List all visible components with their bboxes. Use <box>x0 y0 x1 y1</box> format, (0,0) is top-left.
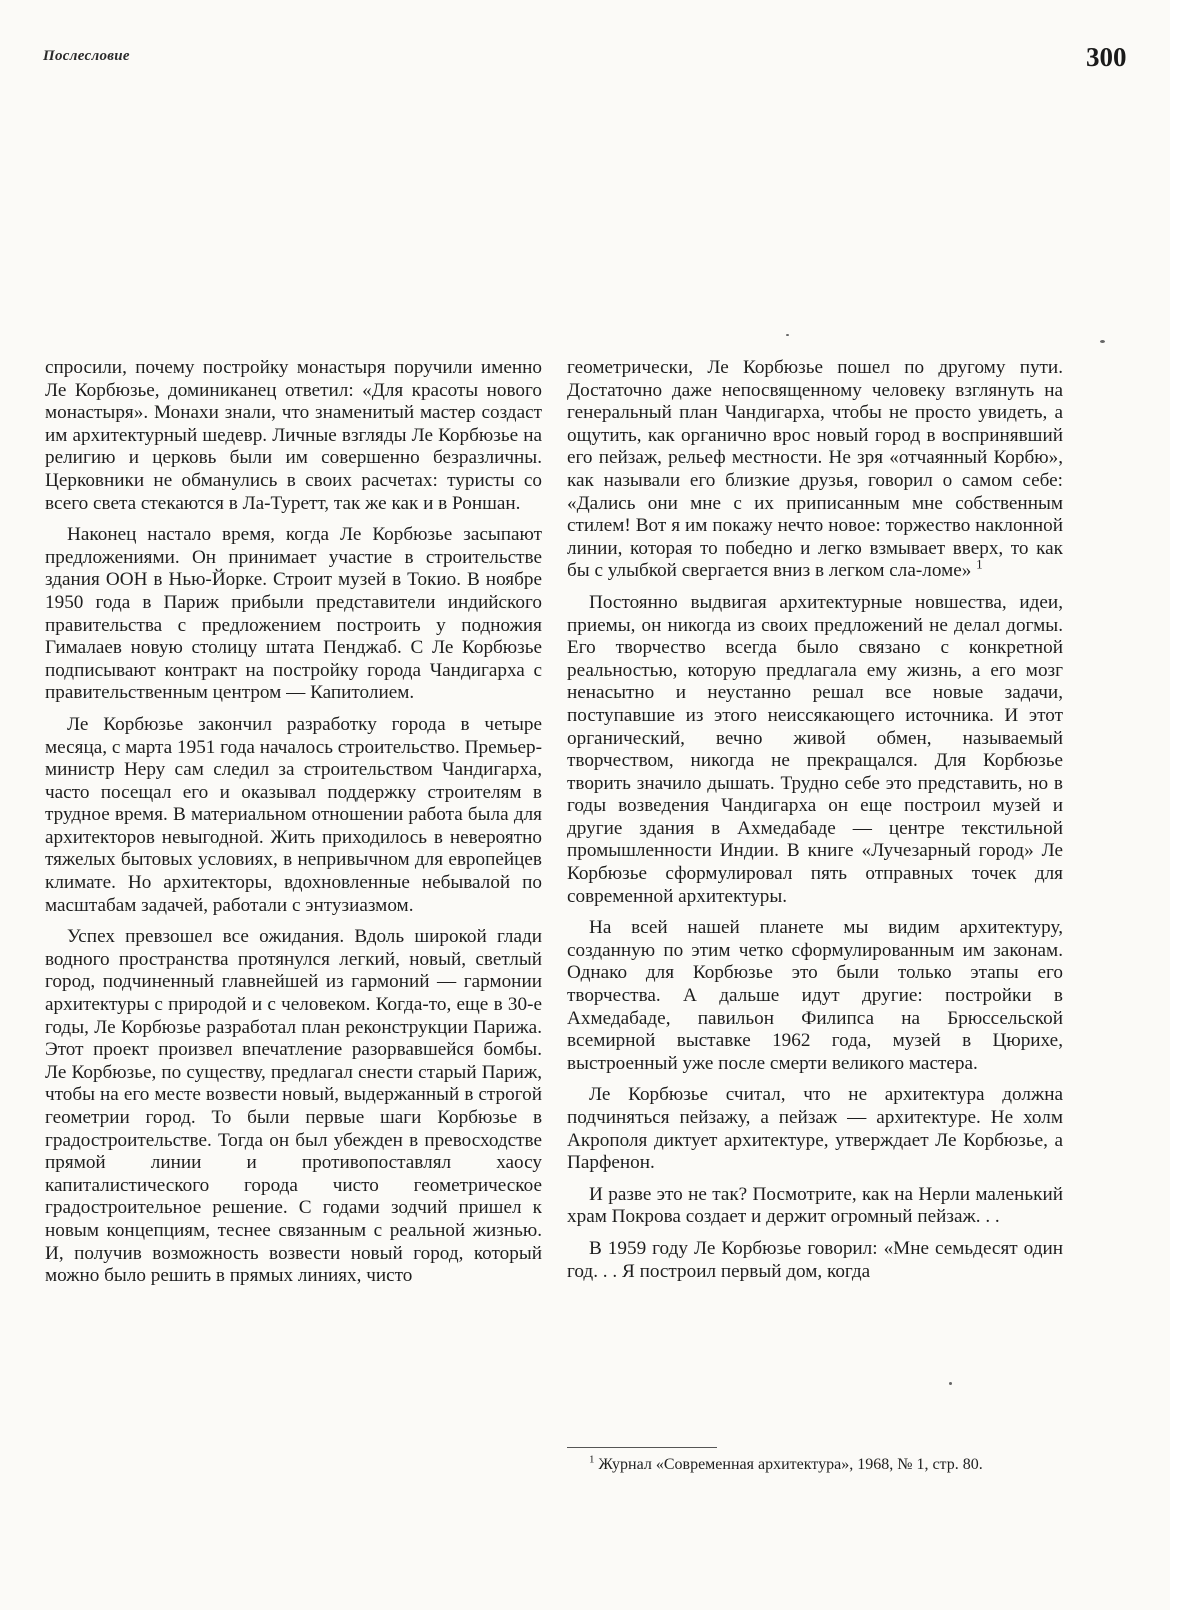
paragraph-text: геометрически, Ле Корбюзье пошел по другому пути. Достаточно даже непосвященному человеку взглянуть на генеральный план Чандигарха, чтобы не просто увидеть, а ощутить, как органично врос новый город в воспринявший его пейзаж, рельеф местности. Не зря «отчаянный Корбю», как называли его близкие друзья, говорил о самом себе: «Дались они мне с их приписанным мне собственным стилем! Вот я им покажу нечто новое: торжество наклонной линии, которая то победно и легко взмывает вверх, то как бы с улыбкой свергается вниз в легком сла-ломе» <box>567 357 1063 582</box>
footnote-divider <box>567 1447 717 1448</box>
print-speck <box>786 334 789 336</box>
paragraph: спросили, почему постройку монастыря поручили именно Ле Корбюзье, доминиканец ответил: «Для красоты нового монастыря». Монахи знали, что знаменитый мастер создаст им архитектурный шедевр. Личные взгляды Ле Корбюзье на религию и церковь были им совершенно безразличны. Церковники не обманулись в своих расчетах: туристы со всего света стекаются в Ла-Туретт, так же как и в Роншан. <box>45 357 542 514</box>
paragraph: На всей нашей планете мы видим архитектуру, созданную по этим четко сформулированным им законам. Однако для Корбюзье это были только этапы его творчества. А дальше идут другие: постройки в Ахмедабаде, павильон Филипса на Брюссельской всемирной выставке 1962 года, музей в Цюрихе, выстроенный уже после смерти великого мастера. <box>567 917 1063 1074</box>
paragraph: Наконец настало время, когда Ле Корбюзье засыпают предложениями. Он принимает участие в строительстве здания ООН в Нью-Йорке. Строит музей в Токио. В ноябре 1950 года в Париж прибыли представители индийского правительства с предложением построить у подножия Гималаев новую столицу штата Пенджаб. С Ле Корбюзье подписывают контракт на постройку города Чандигарха с правительственным центром — Капитолием. <box>45 524 542 704</box>
footnote-text: Журнал «Современная архитектура», 1968, № 1, стр. 80. <box>598 1456 983 1473</box>
paragraph: Успех превзошел все ожидания. Вдоль широкой глади водного пространства протянулся легкий, новый, светлый город, подчиненный главнейшей из гармоний — гармонии архитектуры с природой и с человеком. Когда-то, еще в 30-е годы, Ле Корбюзье разработал план реконструкции Парижа. Этот проект произвел впечатление разорвавшейся бомбы. Ле Корбюзье, по существу, предлагал снести старый Париж, чтобы на его месте возвести новый, выдержанный в строгой геометрии город. То были первые шаги Корбюзье в градостроительстве. Тогда он был убежден в превосходстве прямой линии и противопоставлял хаосу капиталистического города чисто геометрическое градостроительное решение. С годами зодчий пришел к новым концепциям, теснее связанным с реальной жизнью. И, получив возможность возвести новый город, который можно было решить в прямых линиях, чисто <box>45 926 542 1287</box>
paragraph: В 1959 году Ле Корбюзье говорил: «Мне семьдесят один год. . . Я построил первый дом, когда <box>567 1237 1063 1282</box>
paragraph: Ле Корбюзье закончил разработку города в четыре месяца, с марта 1951 года началось строительство. Премьер-министр Неру сам следил за строительством Чандигарха, часто посещал его и оказывал поддержку строителям в трудное время. В материальном отношении работа была для архитекторов невыгодной. Жить приходилось в невероятно тяжелых бытовых условиях, в непривычном для европейцев климате. Но архитекторы, вдохновленные небывалой по масштабам задачей, работали с энтузиазмом. <box>45 713 542 916</box>
print-speck <box>949 1382 952 1385</box>
footnote <box>567 1455 1063 1474</box>
right-column <box>567 357 1063 1283</box>
left-column <box>45 357 542 1288</box>
footnote-number: 1 <box>589 1453 595 1466</box>
paragraph <box>567 357 1063 583</box>
print-speck <box>1100 340 1105 343</box>
paragraph: Ле Корбюзье считал, что не архитектура должна подчиняться пейзажу, а пейзаж — архитектуре. Не холм Акрополя диктует архитектуре, утверждает Ле Корбюзье, а Парфенон. <box>567 1084 1063 1174</box>
footnote-marker: 1 <box>976 556 983 572</box>
page-number: 300 <box>1086 42 1127 72</box>
paragraph: И разве это не так? Посмотрите, как на Нерли маленький храм Покрова создает и держит огромный пейзаж. . . <box>567 1183 1063 1228</box>
paragraph: Постоянно выдвигая архитектурные новшества, идеи, приемы, он никогда из своих предложений не делал догмы. Его творчество всегда было связано с конкретной реальностью, которую предлагала ему жизнь, а его мозг ненасытно и неустанно решал все новые задачи, поступавшие из этого неиссякающего источника. И этот органический, вечно живой обмен, называемый творчеством, никогда не прекращался. Для Корбюзье творить значило дышать. Трудно себе это представить, но в годы возведения Чандигарха он еще построил музей и другие здания в Ахмедабаде — центре текстильной промышленности Индии. В книге «Лучезарный город» Ле Корбюзье сформулировал пять отправных точек для современной архитектуры. <box>567 591 1063 907</box>
page-margin <box>1170 0 1200 1610</box>
running-header: Послесловие <box>43 48 130 64</box>
